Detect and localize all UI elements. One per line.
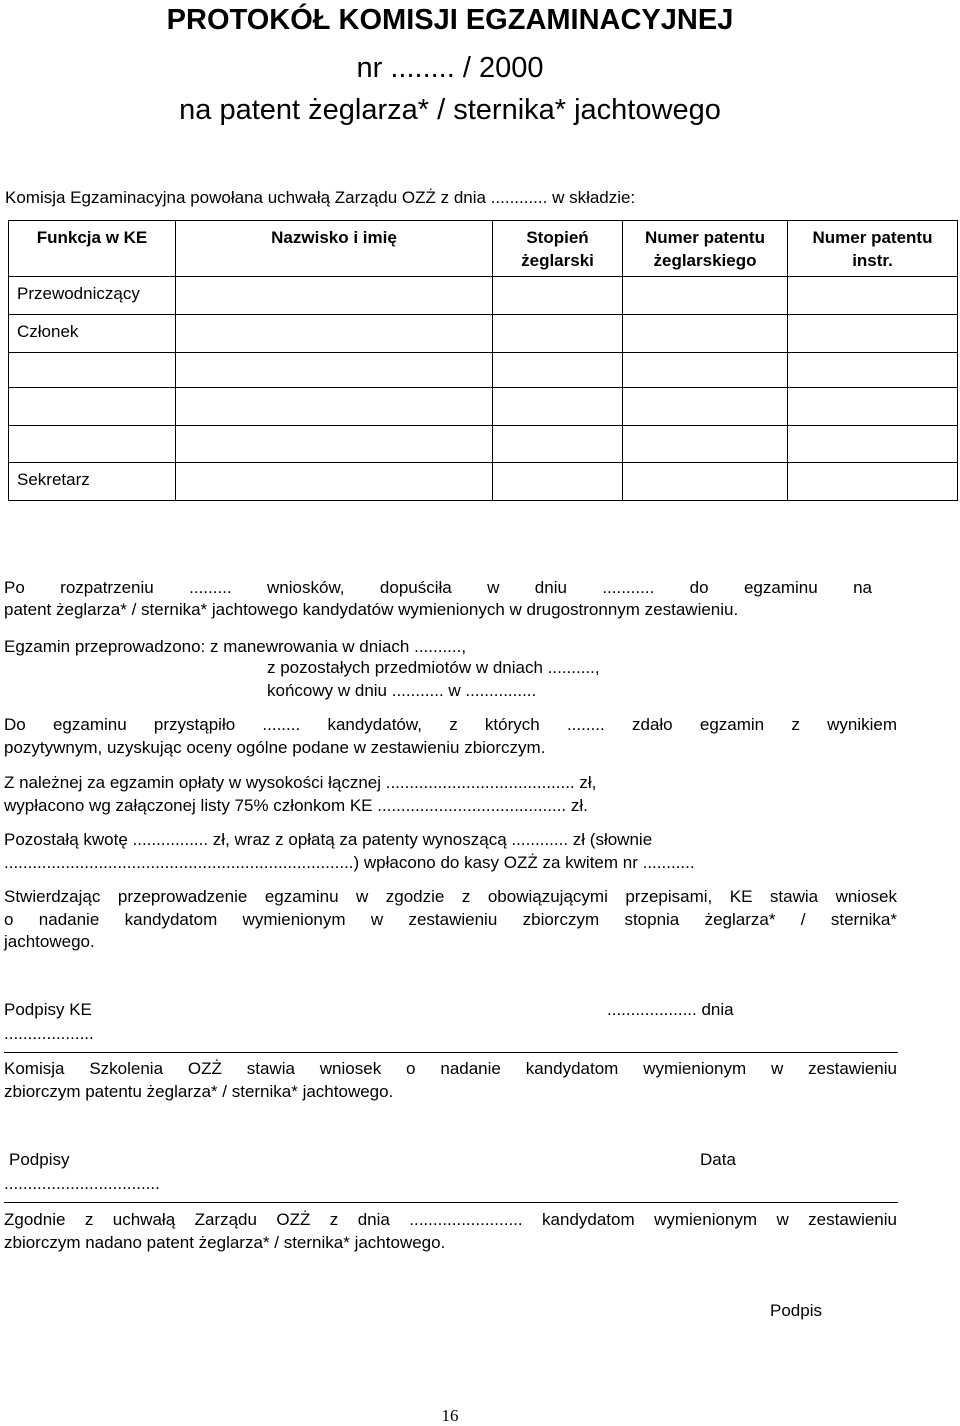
degree-cell[interactable]: [493, 388, 623, 426]
patent-cell[interactable]: [623, 426, 788, 463]
patent-cell[interactable]: [623, 463, 788, 501]
instr-patent-cell[interactable]: [788, 315, 958, 353]
protocol-number: nr ........ / 2000: [356, 52, 544, 84]
table-row: [9, 463, 958, 501]
fee-line: wypłacono wg załączonej listy 75% członkom KE ........................................ zł.: [4, 796, 588, 815]
exam-dates-line: z pozostałych przedmiotów w dniach ..........,: [267, 658, 600, 677]
role-cell: Przewodniczący: [9, 277, 176, 315]
header-cell: Numer patentu instr.: [788, 221, 958, 277]
training-signatures-label: Podpisy: [9, 1150, 70, 1169]
instr-patent-cell[interactable]: [788, 426, 958, 463]
remaining-amount-line: ..........................................................................) wpłacono do kasy OZŻ za kwitem nr ...........: [4, 853, 695, 872]
ke-signature-date: ................... dnia: [607, 1000, 734, 1019]
instr-patent-cell[interactable]: [788, 353, 958, 388]
header-cell: Numer patentu żeglarskiego: [623, 221, 788, 277]
fee-line: Z należnej za egzamin opłaty w wysokości łącznej ........................................ zł,: [4, 773, 597, 792]
patent-cell[interactable]: [623, 277, 788, 315]
final-signature-label: Podpis: [770, 1301, 822, 1320]
admission-text-line: Po rozpatrzeniu ......... wniosków, dopuściła w dniu ........... do egzaminu na: [4, 578, 872, 597]
degree-cell[interactable]: [493, 463, 623, 501]
training-date-label: Data: [700, 1150, 736, 1169]
name-cell[interactable]: [176, 315, 493, 353]
exam-results-line: Do egzaminu przystąpiło ........ kandydatów, z których ........ zdało egzamin z wynikiem: [4, 715, 897, 734]
page-number: 16: [441, 1406, 459, 1425]
role-cell: [9, 353, 176, 388]
degree-cell[interactable]: [493, 426, 623, 463]
remaining-amount-line: Pozostałą kwotę ................ zł, wraz z opłatą za patenty wynoszącą ............ zł (słownie: [4, 830, 653, 849]
final-decision-line: zbiorczym nadano patent żeglarza* / sternika* jachtowego.: [4, 1233, 446, 1252]
header-cell: Funkcja w KE: [9, 221, 176, 277]
name-cell[interactable]: [176, 463, 493, 501]
degree-cell[interactable]: [493, 277, 623, 315]
training-signature-dots: .................................: [4, 1174, 160, 1193]
document-subtitle: na patent żeglarza* / sternika* jachtowego: [179, 94, 721, 126]
conclusion-line: o nadanie kandydatom wymienionym w zestawieniu zbiorczym stopnia żeglarza* / sternika*: [4, 910, 897, 929]
table-row: [9, 388, 958, 426]
instr-patent-cell[interactable]: [788, 463, 958, 501]
conclusion-line: jachtowego.: [4, 932, 95, 951]
name-cell[interactable]: [176, 388, 493, 426]
conclusion-line: Stwierdzając przeprowadzenie egzaminu w zgodzie z obowiązującymi przepisami, KE stawia wniosek: [4, 887, 897, 906]
name-cell[interactable]: [176, 277, 493, 315]
instr-patent-cell[interactable]: [788, 388, 958, 426]
exam-results-line: pozytywnym, uzyskując oceny ogólne podane w zestawieniu zbiorczym.: [4, 738, 546, 757]
degree-cell[interactable]: [493, 353, 623, 388]
patent-cell[interactable]: [623, 353, 788, 388]
table-row: [9, 426, 958, 463]
instr-patent-cell[interactable]: [788, 277, 958, 315]
final-decision-line: Zgodnie z uchwałą Zarządu OZŻ z dnia ........................ kandydatom wymienionym w zestawieniu: [4, 1210, 897, 1229]
role-cell: [9, 388, 176, 426]
name-cell[interactable]: [176, 426, 493, 463]
header-cell: Stopień żeglarski: [493, 221, 623, 277]
intro-text: Komisja Egzaminacyjna powołana uchwałą Zarządu OZŻ z dnia ............ w składzie:: [5, 188, 636, 207]
section-divider: [4, 1052, 898, 1053]
role-cell: Sekretarz: [9, 463, 176, 501]
degree-cell[interactable]: [493, 315, 623, 353]
exam-dates-line: końcowy w dniu ........... w ...............: [267, 681, 537, 700]
training-commission-line: Komisja Szkolenia OZŻ stawia wniosek o nadanie kandydatom wymienionym w zestawieniu: [4, 1059, 897, 1078]
table-header-row: [9, 221, 958, 277]
patent-cell[interactable]: [623, 315, 788, 353]
header-cell: Nazwisko i imię: [176, 221, 493, 277]
commission-table: [8, 220, 958, 501]
role-cell: [9, 426, 176, 463]
exam-dates-line: Egzamin przeprowadzono: z manewrowania w dniach ..........,: [4, 637, 467, 656]
ke-signatures-label: Podpisy KE: [4, 1000, 92, 1019]
patent-cell[interactable]: [623, 388, 788, 426]
role-cell: Członek: [9, 315, 176, 353]
section-divider: [4, 1202, 898, 1203]
name-cell[interactable]: [176, 353, 493, 388]
table-row: [9, 315, 958, 353]
table-row: [9, 277, 958, 315]
document-title: PROTOKÓŁ KOMISJI EGZAMINACYJNEJ: [166, 4, 734, 36]
ke-signature-dots: ...................: [4, 1024, 94, 1043]
table-row: [9, 353, 958, 388]
admission-text-line: patent żeglarza* / sternika* jachtowego kandydatów wymienionych w drugostronnym zestawieniu.: [4, 600, 739, 619]
training-commission-line: zbiorczym patentu żeglarza* / sternika* jachtowego.: [4, 1082, 394, 1101]
